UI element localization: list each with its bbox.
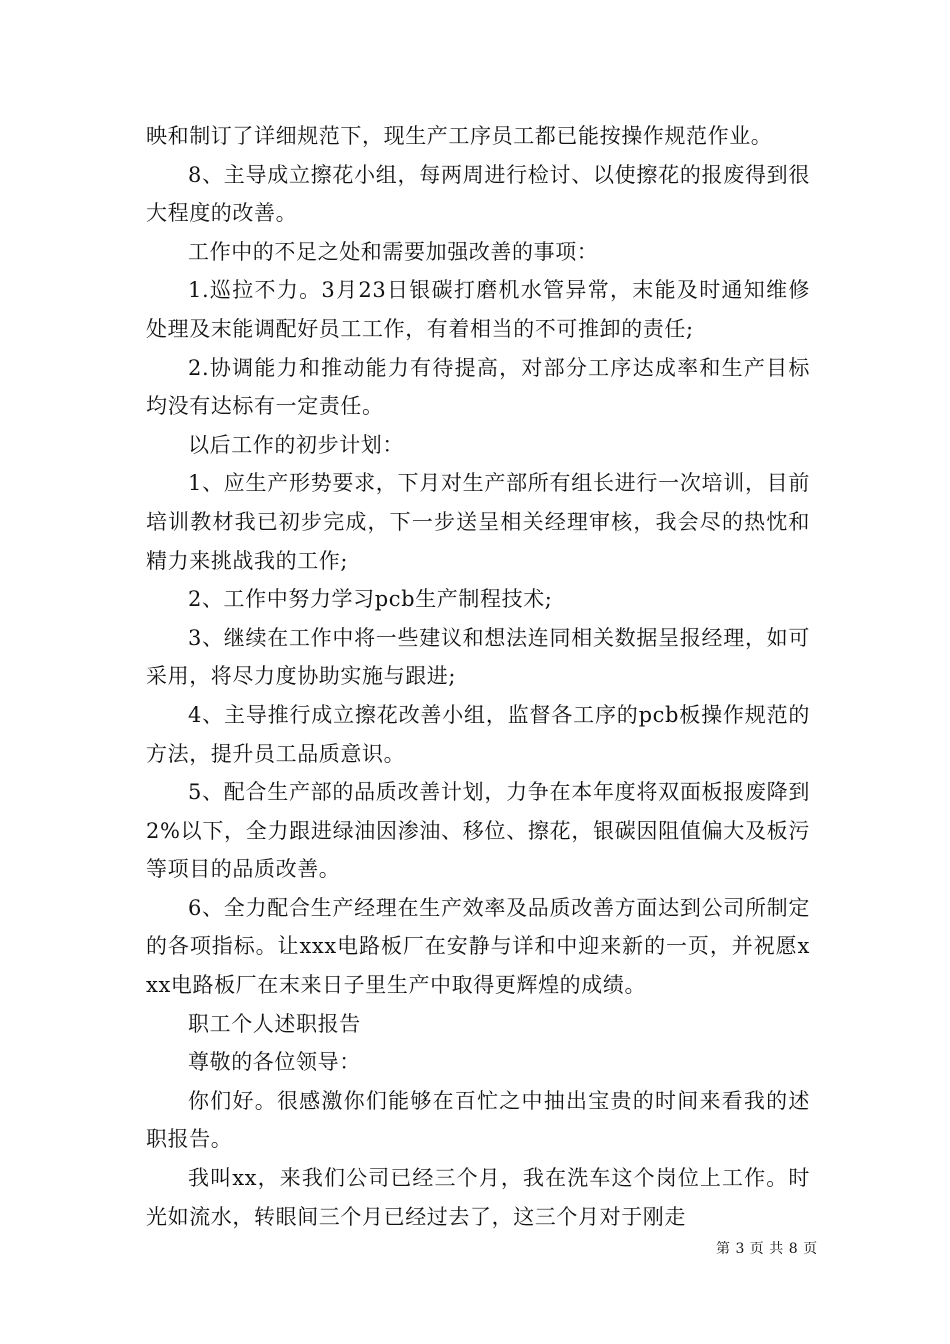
- paragraph-greeting: 你们好。很感激你们能够在百忙之中抽出宝贵的时间来看我的述职报告。: [146, 1088, 810, 1152]
- paragraph-plan-4: 4、主导推行成立擦花改善小组，监督各工序的pcb板操作规范的方法，提升员工品质意识。: [146, 702, 810, 766]
- salutation: 尊敬的各位领导：: [188, 1050, 361, 1075]
- section-heading-plan: 以后工作的初步计划：: [188, 432, 404, 457]
- paragraph-plan-5: 5、配合生产部的品质改善计划，力争在本年度将双面板报废降到2%以下，全力跟进绿油因渗油、移位、擦花，银碳因阻值偏大及板污等项目的品质改善。: [146, 780, 810, 882]
- document-body: [146, 117, 810, 1236]
- paragraph-introduction: 我叫xx，来我们公司已经三个月，我在洗车这个岗位上工作。时光如流水，转眼间三个月已经过去了，这三个月对于刚走: [146, 1166, 810, 1229]
- paragraph-plan-2: 2、工作中努力学习pcb生产制程技术;: [188, 587, 553, 612]
- report-title: 职工个人述职报告: [188, 1011, 361, 1036]
- paragraph-item-8: 8、主导成立擦花小组，每两周进行检讨、以使擦花的报废得到很大程度的改善。: [146, 162, 810, 226]
- paragraph-plan-1: 1、应生产形势要求，下月对生产部所有组长进行一次培训，目前培训教材我已初步完成，下一步送呈相关经理审核，我会尽的热忱和精力来挑战我的工作;: [146, 471, 810, 573]
- paragraph-continued: 映和制订了详细规范下，现生产工序员工都已能按操作规范作业。: [146, 124, 773, 148]
- paragraph-plan-6: 6、全力配合生产经理在生产效率及品质改善方面达到公司所制定的各项指标。让xxx电路板厂在安静与详和中迎来新的一页，并祝愿xxx电路板厂在末来日子里生产中取得更辉煌的成绩。: [146, 895, 810, 998]
- paragraph-shortcoming-2: 2.协调能力和推动能力有待提高，对部分工序达成率和生产目标均没有达标有一定责任。: [146, 355, 810, 419]
- page-number-footer: 第 3 页 共 8 页: [716, 1241, 818, 1257]
- section-heading-shortcomings: 工作中的不足之处和需要加强改善的事项：: [188, 239, 599, 264]
- paragraph-shortcoming-1: 1.巡拉不力。3月23日银碳打磨机水管异常，末能及时通知维修处理及末能调配好员工工作，有着相当的不可推卸的责任;: [146, 278, 810, 341]
- paragraph-plan-3: 3、继续在工作中将一些建议和想法连同相关数据呈报经理，如可采用，将尽力度协助实施与跟进;: [146, 625, 810, 689]
